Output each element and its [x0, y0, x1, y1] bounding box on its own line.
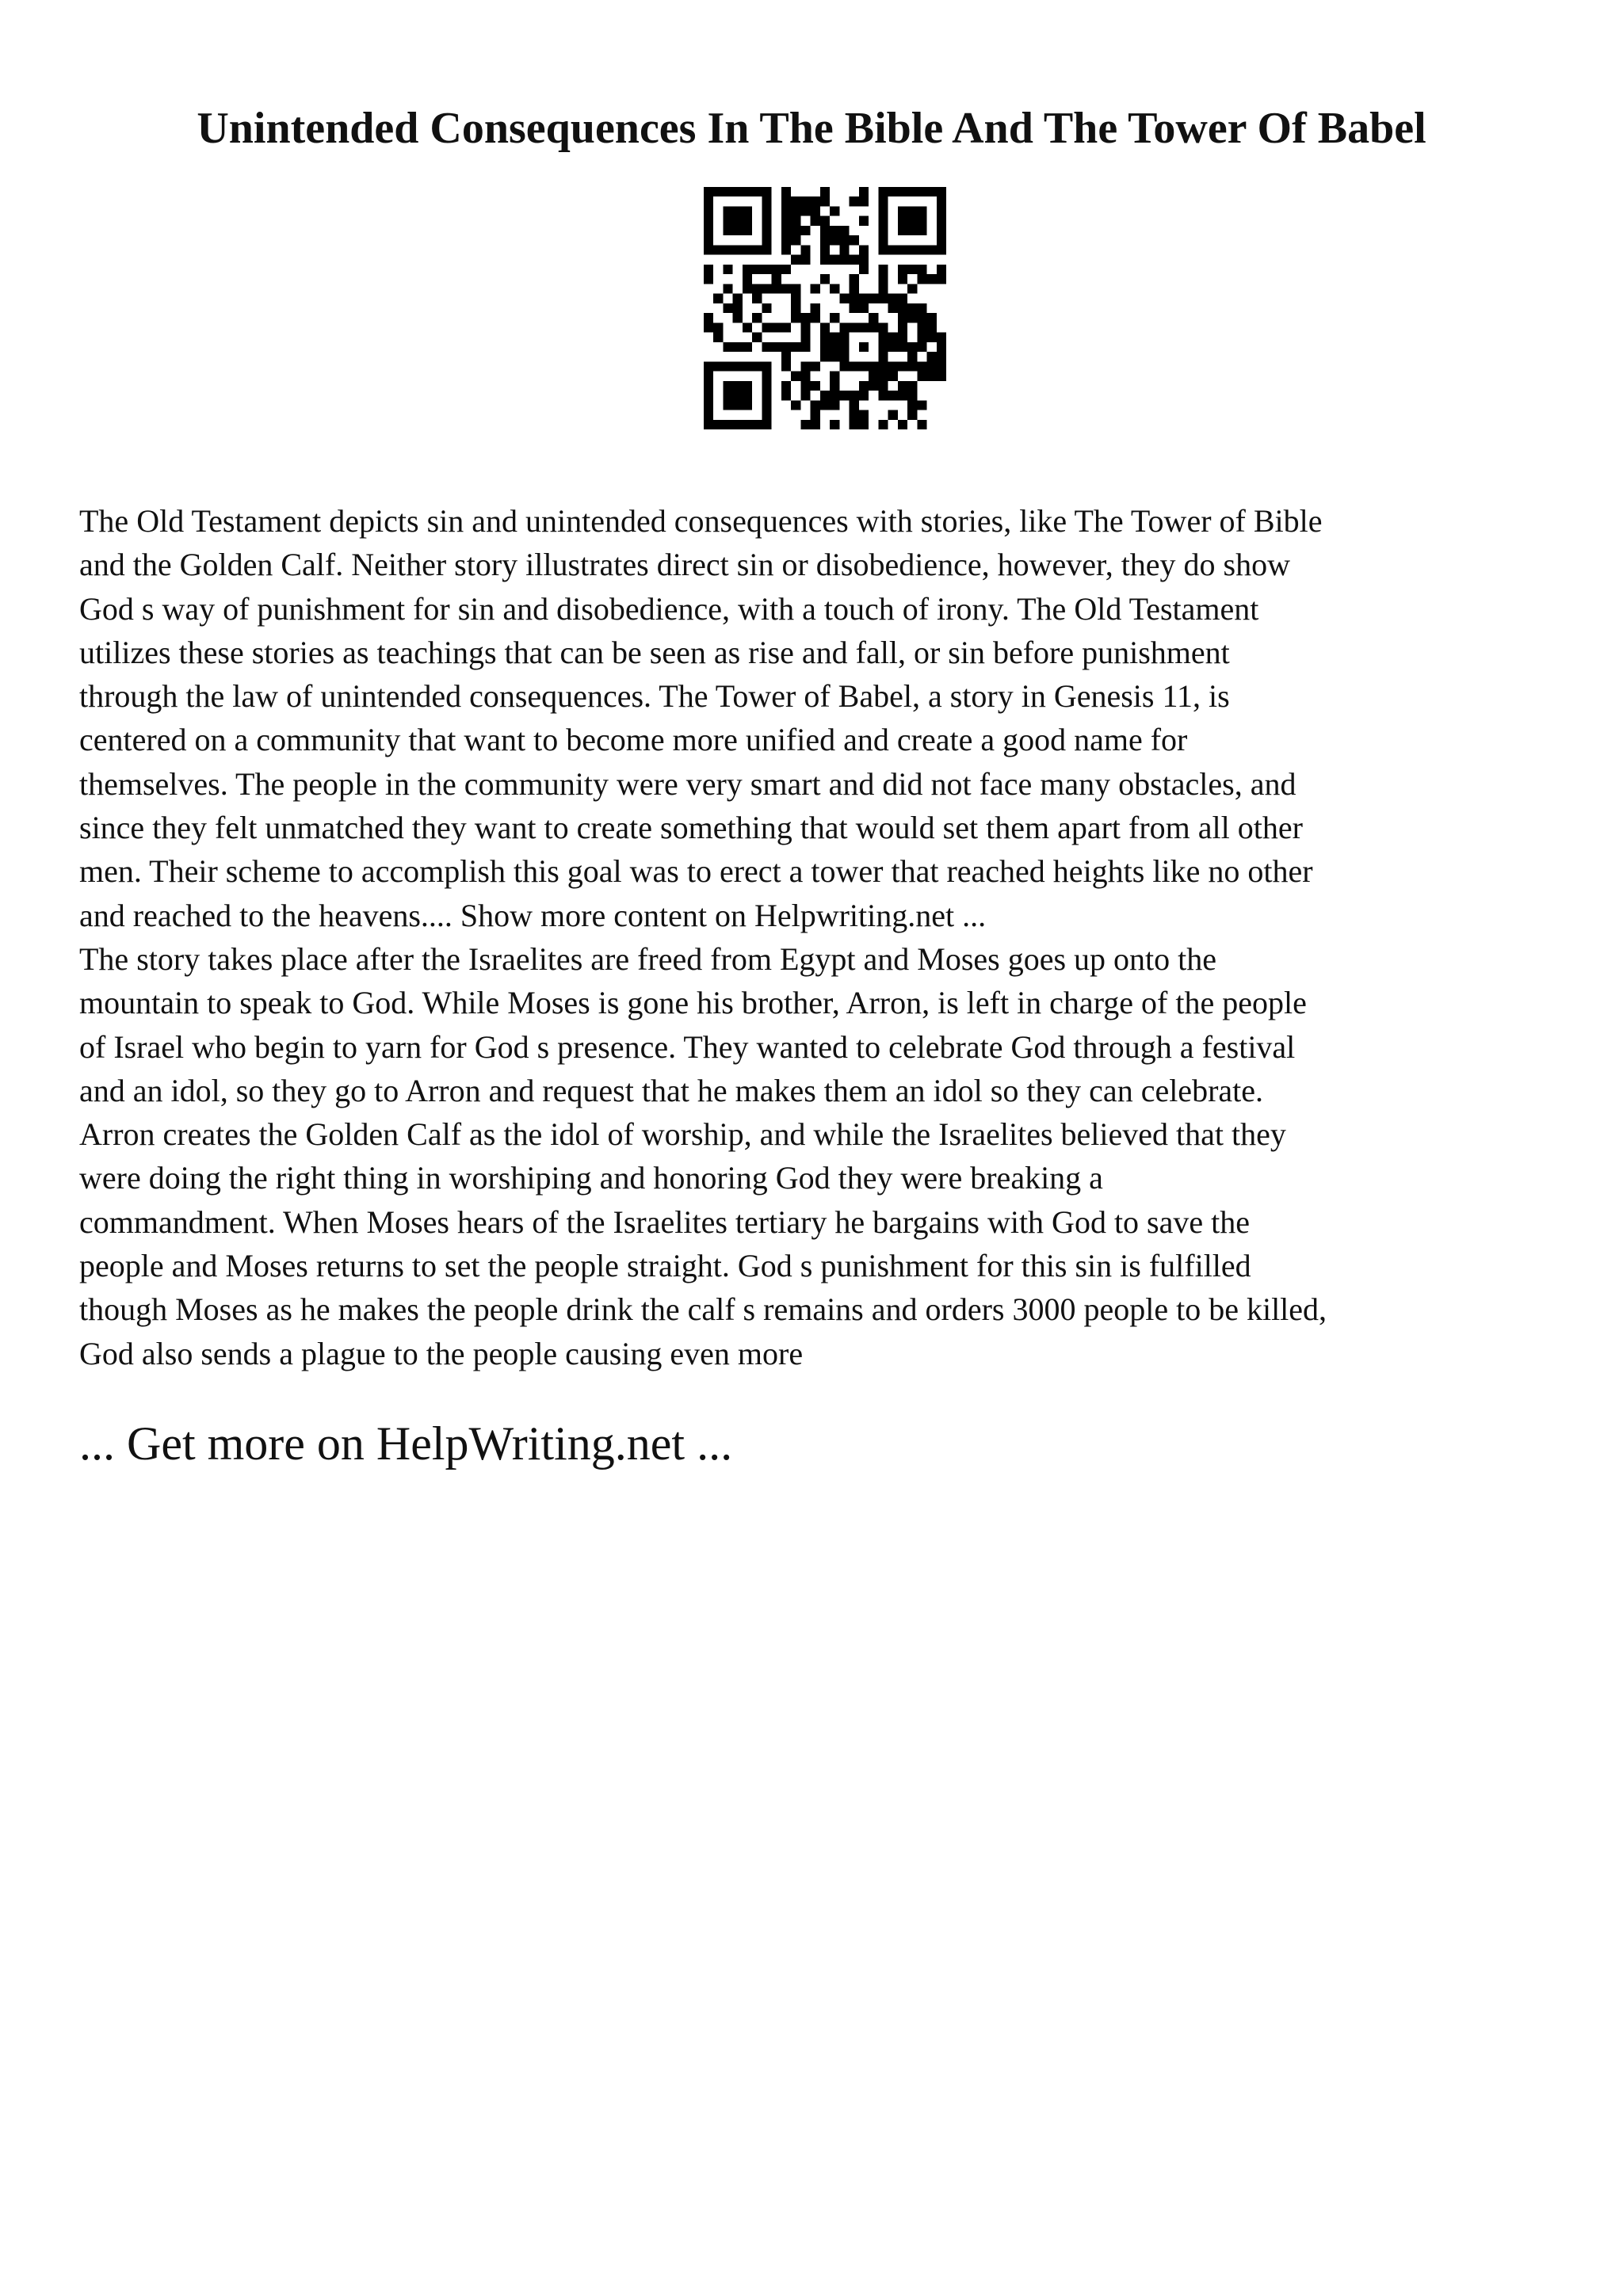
get-more-link[interactable]: ... Get more on HelpWriting.net ... [79, 1417, 733, 1470]
paragraph-line: and reached to the heavens.... Show more content on Helpwriting.net ... [79, 897, 987, 933]
qr-code-icon[interactable] [704, 187, 946, 429]
paragraph-line: were doing the right thing in worshiping and honoring God they were breaking a [79, 1160, 1103, 1196]
paragraph-line: though Moses as he makes the people drink the calf s remains and orders 3000 people to be killed, [79, 1291, 1327, 1328]
paragraph-line: and the Golden Calf. Neither story illustrates direct sin or disobedience, however, they do show [79, 547, 1291, 583]
paragraph-line: God s way of punishment for sin and disobedience, with a touch of irony. The Old Testament [79, 590, 1259, 627]
paragraph-line: commandment. When Moses hears of the Israelites tertiary he bargains with God to save the [79, 1203, 1250, 1240]
paragraph-line: The Old Testament depicts sin and unintended consequences with stories, like The Tower of Bible [79, 503, 1323, 539]
paragraph-line: through the law of unintended consequences. The Tower of Babel, a story in Genesis 11, is [79, 678, 1230, 715]
paragraph-line: mountain to speak to God. While Moses is gone his brother, Arron, is left in charge of the people [79, 985, 1307, 1021]
paragraph-line: Arron creates the Golden Calf as the idol of worship, and while the Israelites believed that they [79, 1116, 1286, 1153]
paragraph-line: and an idol, so they go to Arron and request that he makes them an idol so they can celebrate. [79, 1072, 1264, 1108]
paragraph-line: of Israel who begin to yarn for God s presence. They wanted to celebrate God through a festival [79, 1028, 1296, 1065]
document-body [79, 499, 1544, 1375]
paragraph-2 [79, 937, 1544, 1375]
paragraph-line: utilizes these stories as teachings that can be seen as rise and fall, or sin before punishment [79, 634, 1230, 670]
paragraph-line: people and Moses returns to set the people straight. God s punishment for this sin is fulfilled [79, 1248, 1251, 1284]
paragraph-1 [79, 499, 1544, 937]
paragraph-line: themselves. The people in the community were very smart and did not face many obstacles, and [79, 765, 1296, 802]
paragraph-line: centered on a community that want to become more unified and create a good name for [79, 722, 1188, 758]
paragraph-line: men. Their scheme to accomplish this goal was to erect a tower that reached heights like no other [79, 853, 1313, 890]
paragraph-line: since they felt unmatched they want to create something that would set them apart from all other [79, 810, 1303, 846]
document-title: Unintended Consequences In The Bible And The Tower Of Babel [197, 104, 1426, 153]
paragraph-line: God also sends a plague to the people causing even more [79, 1335, 804, 1371]
paragraph-line: The story takes place after the Israelites are freed from Egypt and Moses goes up onto the [79, 940, 1217, 977]
